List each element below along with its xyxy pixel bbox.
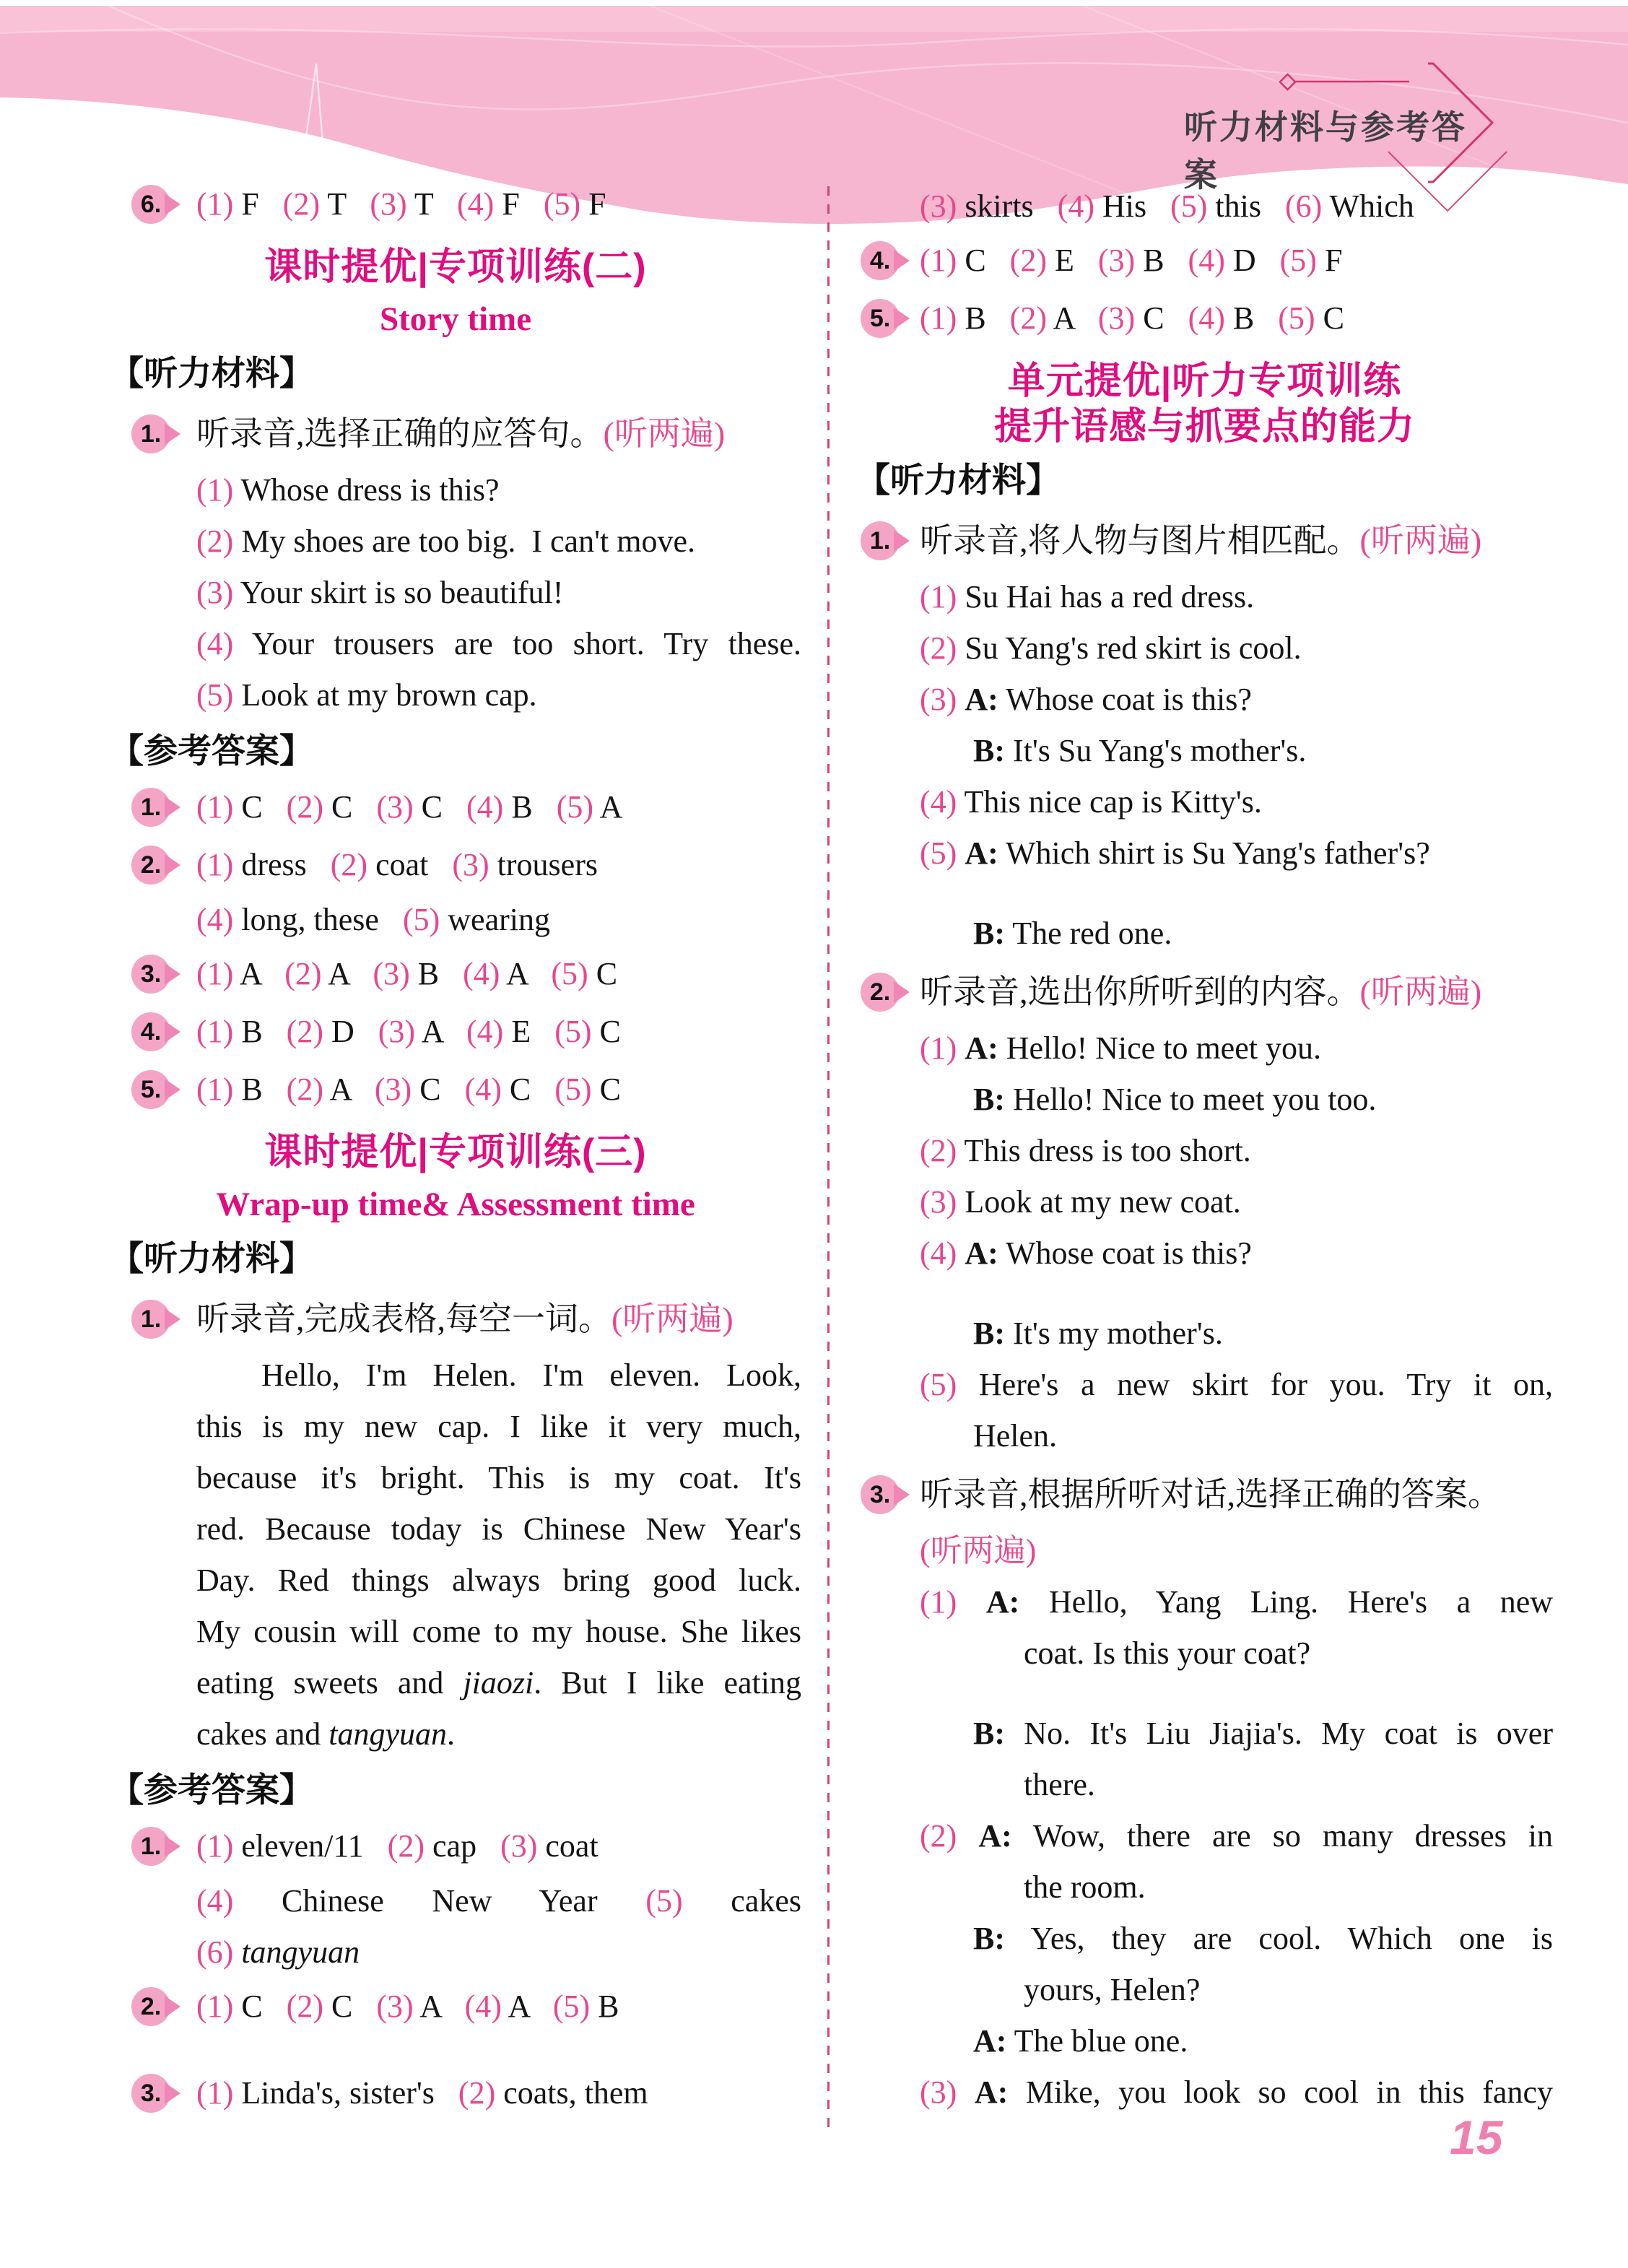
text-run: Hello, Yang Ling. Here's a new [1019, 1584, 1554, 1620]
section-label: 【参考答案】 [110, 731, 313, 770]
text-run: long, these [233, 902, 403, 937]
answer-row [110, 1817, 801, 1875]
pink-number: (3) [373, 956, 410, 991]
pink-number: (4) [920, 1235, 957, 1271]
text-line [856, 1576, 1553, 1628]
text-line [856, 181, 1553, 232]
pink-number: (5) [552, 1989, 591, 2024]
text-line [110, 567, 801, 618]
exercise-item [856, 1464, 1553, 1525]
text-run: Whose coat is this? [998, 1235, 1252, 1271]
text-run: Su Yang's red skirt is cool. [957, 630, 1302, 666]
text-run: C [1135, 300, 1188, 336]
text-run: F [494, 186, 544, 222]
text-line [856, 1810, 1553, 1861]
text-run: A [500, 956, 552, 991]
text-line [856, 2067, 1553, 2118]
pink-number: (2) [1009, 300, 1047, 336]
text-line [856, 1308, 1553, 1359]
text-run: A [501, 1989, 553, 2024]
pink-number: (1) [920, 300, 957, 336]
pink-number: (2) [286, 1072, 323, 1107]
text-line [856, 725, 1553, 776]
text-line [110, 1503, 801, 1555]
text-run: F [233, 186, 283, 222]
item-number-badge: 2. [131, 1987, 170, 2026]
pink-number: (2) [286, 789, 323, 825]
text-run: this [1207, 188, 1285, 224]
pink-number: (听两遍) [611, 1300, 734, 1337]
text-line [110, 1708, 801, 1760]
pink-number: (2) [284, 956, 322, 991]
section-label: 【听力材料】 [856, 461, 1060, 499]
text-run: Your skirt is so beautiful! [233, 575, 564, 610]
page-title: 听力材料与参考答案 [1184, 108, 1467, 194]
pink-number: (2) [330, 847, 368, 882]
pink-number: (听两遍) [1359, 522, 1482, 559]
section-label: 【听力材料】 [110, 1239, 313, 1277]
text-run: Here's a new skirt for you. Try it on, [957, 1367, 1553, 1402]
text-line [110, 669, 801, 721]
pink-number: (3) [1097, 300, 1136, 336]
pink-number: (3) [920, 682, 957, 717]
text-run: 听录音,选择正确的应答句。 [196, 415, 604, 452]
pink-number: (5) [402, 902, 440, 937]
speaker-label: A: [974, 2074, 1009, 2110]
text-run: C [501, 1072, 555, 1107]
text-run: coat [367, 847, 453, 882]
pink-number: (4) [464, 1989, 502, 2024]
text-run: wearing [440, 902, 550, 937]
text-run: E [503, 1014, 555, 1049]
pink-number: (2) [196, 523, 234, 559]
text-run: A [415, 1014, 466, 1049]
answer-row [110, 1061, 801, 1118]
text-run: No. It's Liu Jiajia's. My coat is over [1005, 1716, 1553, 1751]
text-run: This dress is too short. [957, 1133, 1251, 1168]
text-run: C [591, 1014, 621, 1049]
answer-row [110, 778, 801, 836]
right-column [856, 181, 1553, 2118]
pink-number: (1) [196, 1828, 234, 1864]
text-run: A [323, 1072, 375, 1107]
pink-number: (1) [196, 1014, 234, 1049]
pink-number: (5) [920, 835, 957, 871]
pink-number: (4) [464, 1072, 502, 1107]
text-run: E [1046, 243, 1098, 278]
pink-number: (3) [920, 1184, 957, 1220]
speaker-label: B: [973, 1082, 1005, 1117]
pink-number: (3) [376, 1989, 414, 2024]
text-line [110, 1875, 801, 1926]
text-line [856, 1410, 1553, 1461]
answer-row [110, 2064, 801, 2122]
italic-word: tangyuan [241, 1934, 360, 1970]
text-run: Day. Red things always bring good luck. [196, 1563, 801, 1598]
pink-number: (1) [196, 2075, 234, 2111]
pink-number: (2) [286, 1014, 323, 1049]
pink-number: (听两遍) [603, 415, 726, 452]
speaker-label: A: [965, 1030, 998, 1066]
text-run: 听录音,选出你所听到的内容。 [920, 973, 1360, 1010]
text-run: Mike, you look so cool in this fancy [1008, 2074, 1553, 2110]
text-run: C [413, 789, 467, 825]
text-run: B [503, 789, 557, 825]
pink-number: (3) [374, 1072, 412, 1107]
item-number-badge: 5. [861, 299, 900, 338]
section-heading: 提升语感与抓要点的能力 [993, 406, 1415, 448]
text-run: C [1315, 300, 1344, 336]
text-run: It's Su Yang's mother's. [1005, 733, 1307, 768]
pink-number: (2) [282, 186, 321, 222]
italic-word: jiaozi [463, 1665, 534, 1700]
text-run: A [321, 956, 373, 991]
text-run: this is my new cap. I like it very much, [196, 1409, 801, 1444]
text-line [856, 1359, 1553, 1410]
text-run [957, 1584, 986, 1620]
text-run: D [1224, 243, 1280, 278]
text-run: B [233, 1014, 287, 1049]
text-run [957, 1818, 978, 1854]
text-run: Yes, they are cool. Which one is [1005, 1921, 1553, 1956]
text-line [110, 1401, 801, 1452]
pink-number: (2) [920, 1133, 957, 1168]
text-run: Chinese New Year [233, 1883, 646, 1919]
pink-number: (6) [1285, 188, 1323, 224]
column-divider [827, 186, 830, 2136]
pink-number: (4) [1188, 243, 1225, 278]
pink-number: (2) [920, 630, 957, 666]
text-run: skirts [957, 188, 1058, 224]
text-run: His [1094, 188, 1171, 224]
item-number-badge: 3. [861, 1475, 900, 1514]
pink-number: (5) [554, 1072, 592, 1107]
speaker-label: B: [973, 733, 1005, 768]
text-run: T [406, 186, 458, 222]
section-label: 【参考答案】 [110, 1770, 313, 1809]
answer-row [110, 836, 801, 894]
text-run: dress [233, 847, 331, 882]
pink-number: (5) [554, 1014, 592, 1049]
text-run: trousers [489, 847, 598, 882]
text-run: coats, them [495, 2075, 648, 2111]
answer-row [856, 232, 1553, 290]
text-line [856, 908, 1553, 959]
text-run: T [320, 186, 370, 222]
section-heading: 课时提优|专项训练(二) [264, 246, 647, 288]
text-run: Linda's, sister's [233, 2075, 458, 2111]
item-number-badge: 3. [131, 955, 170, 994]
item-number-badge: 3. [131, 2074, 170, 2113]
answer-row [110, 945, 801, 1003]
pink-number: (5) [645, 1883, 683, 1919]
text-run: C [233, 789, 287, 825]
pink-number: (1) [920, 1030, 957, 1066]
text-run: 听录音,完成表格,每空一词。 [196, 1300, 611, 1337]
text-line [110, 894, 801, 945]
pink-number: (5) [1279, 243, 1317, 278]
item-number-badge: 6. [131, 185, 170, 224]
text-run: It's my mother's. [1005, 1316, 1223, 1351]
left-column [110, 175, 801, 2122]
pink-number: (3) [920, 188, 957, 224]
text-run [957, 835, 965, 871]
item-number-badge: 1. [131, 414, 170, 453]
pink-number: (4) [466, 1014, 504, 1049]
text-line [110, 1657, 801, 1708]
text-run: Su Hai has a red dress. [957, 579, 1255, 614]
pink-number: (4) [1057, 188, 1094, 224]
text-line [856, 1525, 1553, 1576]
pink-number: (1) [196, 847, 234, 882]
pink-number: (4) [196, 902, 234, 937]
pink-number: (1) [196, 186, 234, 222]
pink-number: (1) [196, 472, 234, 508]
pink-number: (1) [196, 1989, 234, 2024]
speaker-label: A: [965, 835, 998, 871]
section-heading: 课时提优|专项训练(三) [264, 1131, 647, 1173]
item-number-badge: 1. [131, 788, 170, 827]
pink-number: (3) [1097, 243, 1136, 278]
pink-number: (1) [196, 956, 234, 991]
text-run: the room. [1024, 1869, 1146, 1905]
pink-number: (4) [466, 789, 504, 825]
pink-number: (2) [387, 1828, 425, 1864]
pink-number: (6) [196, 1934, 234, 1970]
text-line [856, 827, 1553, 879]
speaker-label: A: [985, 1584, 1020, 1620]
text-run: Helen. [973, 1418, 1058, 1454]
pink-number: (4) [196, 626, 234, 661]
text-line [856, 1708, 1553, 1759]
speaker-label: B: [973, 1716, 1005, 1751]
speaker-label: A: [965, 682, 998, 717]
text-run: Whose dress is this? [233, 472, 500, 508]
item-number-badge: 2. [131, 846, 170, 885]
section-heading: Story time [379, 300, 532, 338]
exercise-item [856, 510, 1553, 571]
pink-number: (4) [920, 784, 957, 820]
text-run: Hello! Nice to meet you. [998, 1030, 1321, 1066]
pink-number: (1) [920, 243, 957, 278]
text-line [856, 1176, 1553, 1228]
text-run: coat. Is this your coat? [1024, 1635, 1311, 1671]
text-run [957, 1030, 965, 1066]
section-label: 【听力材料】 [110, 354, 313, 392]
text-line [856, 674, 1553, 725]
text-run: B [1224, 300, 1279, 336]
pink-number: (2) [286, 1989, 323, 2024]
pink-number: (2) [920, 1818, 957, 1854]
text-run: This nice cap is Kitty's. [957, 784, 1262, 820]
speaker-label: A: [973, 2023, 1007, 2059]
text-run: The blue one. [1006, 2023, 1188, 2059]
answer-row [856, 290, 1553, 347]
pink-number: (5) [196, 677, 234, 713]
text-run: A [413, 1989, 465, 2024]
answer-row [110, 1978, 801, 2035]
text-run [957, 1235, 965, 1271]
text-run: Hello! Nice to meet you too. [1005, 1082, 1377, 1117]
pink-number: (3) [378, 1014, 416, 1049]
pink-number: (1) [920, 1584, 957, 1620]
pink-number: (3) [452, 847, 489, 882]
text-run: F [1316, 243, 1343, 278]
pink-number: (5) [920, 1367, 957, 1402]
text-run: Hello, I'm Helen. I'm eleven. Look, [261, 1357, 801, 1393]
text-run: A [1046, 300, 1098, 336]
text-run: F [580, 186, 606, 222]
text-line [856, 1628, 1553, 1679]
text-run: C [323, 789, 377, 825]
text-run: there. [1024, 1767, 1095, 1802]
speaker-label: B: [973, 1316, 1005, 1351]
text-run: C [588, 956, 618, 991]
item-number-badge: 1. [131, 1827, 170, 1866]
speaker-label: B: [973, 916, 1005, 951]
item-number-badge: 5. [131, 1070, 170, 1109]
section-heading: 单元提优|听力专项训练 [1007, 360, 1402, 402]
text-run: C [591, 1072, 621, 1107]
pink-number: (5) [1278, 300, 1315, 336]
pink-number: (5) [1170, 188, 1208, 224]
text-line [856, 1228, 1553, 1279]
text-run: C [957, 243, 1010, 278]
text-line [856, 1913, 1553, 1964]
text-run: cakes and [196, 1716, 329, 1752]
text-line [856, 571, 1553, 622]
pink-number: (5) [556, 789, 593, 825]
text-run: Look at my brown cap. [233, 677, 537, 713]
section-heading: Wrap-up time& Assessment time [216, 1186, 695, 1223]
page-number: 15 [1450, 2111, 1503, 2164]
text-line [856, 776, 1553, 827]
text-line [856, 1022, 1553, 1074]
text-line [110, 464, 801, 516]
answer-row [110, 1003, 801, 1061]
text-line [856, 2015, 1553, 2067]
pink-number: (3) [500, 1828, 538, 1864]
text-run: yours, Helen? [1024, 1972, 1201, 2007]
text-run: . [447, 1716, 456, 1752]
text-run: My shoes are too big. I can't move. [233, 523, 695, 559]
pink-number: (3) [370, 186, 407, 222]
item-number-badge: 4. [131, 1012, 170, 1051]
text-line [856, 1074, 1553, 1125]
text-run: Which [1322, 188, 1414, 224]
pink-number: (5) [551, 956, 588, 991]
text-run: because it's bright. This is my coat. It's [196, 1460, 801, 1495]
text-run: red. Because today is Chinese New Year's [196, 1511, 801, 1547]
item-number-badge: 1. [861, 521, 900, 560]
answer-row [110, 175, 801, 233]
text-run: Whose coat is this? [998, 682, 1252, 717]
text-run: D [323, 1014, 378, 1049]
text-line [856, 622, 1553, 674]
text-run: B [957, 300, 1010, 336]
text-run: A [593, 789, 623, 825]
exercise-item [856, 962, 1553, 1022]
text-run [957, 2074, 975, 2110]
text-line [110, 618, 801, 669]
text-line [856, 1125, 1553, 1176]
text-run: C [233, 1989, 287, 2024]
text-run: C [323, 1989, 377, 2024]
item-number-badge: 4. [861, 241, 900, 280]
text-line [110, 1926, 801, 1978]
pink-number: (1) [920, 579, 957, 614]
italic-word: tangyuan [328, 1716, 448, 1752]
text-line [110, 1606, 801, 1657]
text-run: . But I like eating [534, 1665, 801, 1700]
text-run: B [1135, 243, 1188, 278]
text-run: B [409, 956, 463, 991]
text-run: cakes [682, 1883, 801, 1919]
pink-number: (1) [196, 1072, 234, 1107]
pink-number: (听两遍) [920, 1533, 1037, 1568]
pink-number: (2) [1009, 243, 1047, 278]
text-run: B [590, 1989, 619, 2024]
text-run: Which shirt is Su Yang's father's? [998, 835, 1430, 871]
text-run [233, 1934, 241, 1970]
text-run: eleven/11 [233, 1828, 388, 1864]
pink-number: (4) [196, 1883, 234, 1919]
item-number-badge: 2. [861, 973, 900, 1012]
text-run: 听录音,根据所听对话,选择正确的答案。 [920, 1476, 1501, 1513]
pink-number: (3) [376, 789, 414, 825]
text-run: C [412, 1072, 465, 1107]
pink-number: (4) [1188, 300, 1225, 336]
item-number-badge: 1. [131, 1300, 170, 1339]
pink-number: (听两遍) [1359, 973, 1482, 1010]
pink-number: (3) [920, 2074, 957, 2110]
text-line [110, 1555, 801, 1606]
text-run: Look at my new coat. [957, 1184, 1241, 1220]
text-run: coat [537, 1828, 598, 1864]
exercise-item [110, 1289, 801, 1350]
text-line [110, 1452, 801, 1503]
text-run: The red one. [1005, 916, 1172, 951]
speaker-label: A: [978, 1818, 1012, 1854]
speaker-label: A: [965, 1235, 998, 1271]
text-line [856, 1759, 1553, 1810]
text-run: My cousin will come to my house. She likes [196, 1614, 801, 1649]
text-run [957, 682, 965, 717]
text-line [856, 1964, 1553, 2015]
text-run: Wow, there are so many dresses in [1011, 1818, 1553, 1854]
pink-number: (1) [196, 789, 234, 825]
pink-number: (5) [543, 186, 581, 222]
exercise-item [110, 404, 801, 464]
text-run: B [233, 1072, 287, 1107]
text-run: 听录音,将人物与图片相匹配。 [920, 522, 1360, 559]
pink-number: (3) [196, 575, 234, 610]
pink-number: (2) [458, 2075, 496, 2111]
text-line [110, 1350, 801, 1401]
text-run: A [233, 956, 285, 991]
text-line [110, 516, 801, 567]
pink-number: (4) [463, 956, 500, 991]
text-run: Your trousers are too short. Try these. [233, 626, 801, 661]
pink-number: (4) [457, 186, 495, 222]
text-line [856, 1861, 1553, 1913]
text-run: eating sweets and [196, 1665, 463, 1700]
text-run: cap [425, 1828, 501, 1864]
speaker-label: B: [973, 1921, 1005, 1956]
